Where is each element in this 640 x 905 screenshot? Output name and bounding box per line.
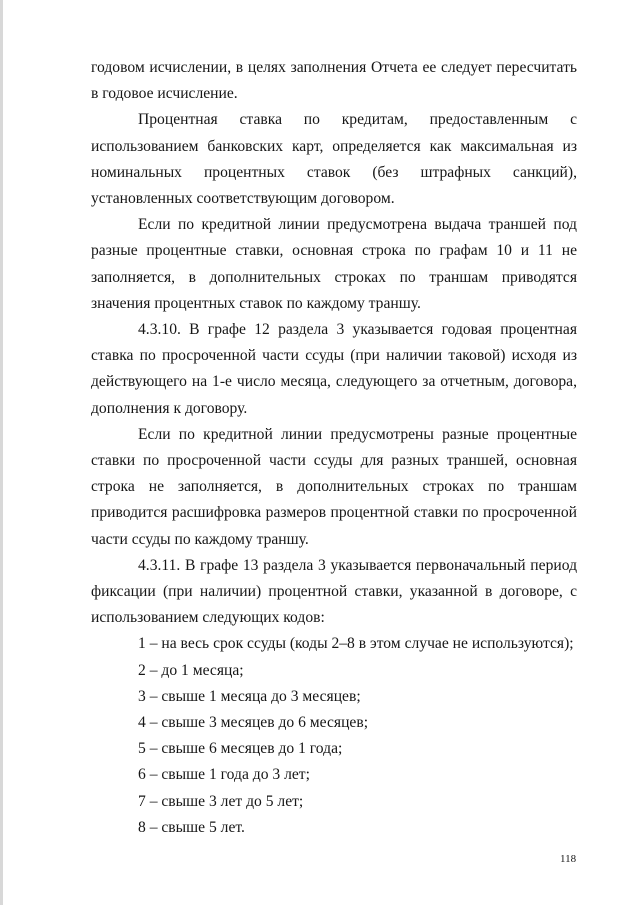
paragraph-continuation: годовом исчислении, в целях заполнения Отчета ее следует пересчитать в годовое исчисление. [91, 59, 577, 103]
code-item: 3 – свыше 1 месяца до 3 месяцев; [138, 687, 361, 705]
code-item: 1 – на весь срок ссуды (коды 2–8 в этом случае не используются); [138, 635, 574, 653]
code-list [91, 631, 577, 841]
paragraph-4-3-10: 4.3.10. В графе 12 раздела 3 указывается годовая процентная ставка по просроченной части ссуды (при наличии таковой) исходя из действующего на 1-е число месяца, следующего за отчетным, договора, дополнения к договору. [91, 321, 577, 417]
paragraph-credit-line-tranches: Если по кредитной линии предусмотрена выдача траншей под разные процентные ставки, основная строка по графам 10 и 11 не заполняется, в дополнительных строках по траншам приводятся значения процентных ставок по каждому траншу. [91, 216, 577, 312]
body-text [91, 55, 577, 841]
page-number: 118 [560, 853, 577, 865]
code-item: 5 – свыше 6 месяцев до 1 года; [138, 740, 343, 758]
scan-edge [0, 0, 3, 905]
paragraph-4-3-11: 4.3.11. В графе 13 раздела 3 указывается первоначальный период фиксации (при наличии) процентной ставки, указанной в договоре, с использованием следующих кодов: [91, 556, 577, 627]
paragraph-overdue-rate-tranches: Если по кредитной линии предусмотрены разные процентные ставки по просроченной части ссуды для разных траншей, основная строка не заполняется, в дополнительных строках по траншам приводится расшифровка размеров процентной ставки по просроченной части ссуды по каждому траншу. [91, 425, 577, 548]
code-item: 7 – свыше 3 лет до 5 лет; [138, 792, 304, 810]
code-item: 4 – свыше 3 месяцев до 6 месяцев; [138, 714, 369, 732]
code-item: 2 – до 1 месяца; [138, 661, 244, 679]
code-item: 8 – свыше 5 лет. [138, 818, 245, 836]
paragraph-card-credit-rate: Процентная ставка по кредитам, предоставленным с использованием банковских карт, определяется как максимальная из номинальных процентных ставок (без штрафных санкций), установленных соответствующим договором. [91, 111, 577, 208]
code-item: 6 – свыше 1 года до 3 лет; [138, 766, 310, 784]
